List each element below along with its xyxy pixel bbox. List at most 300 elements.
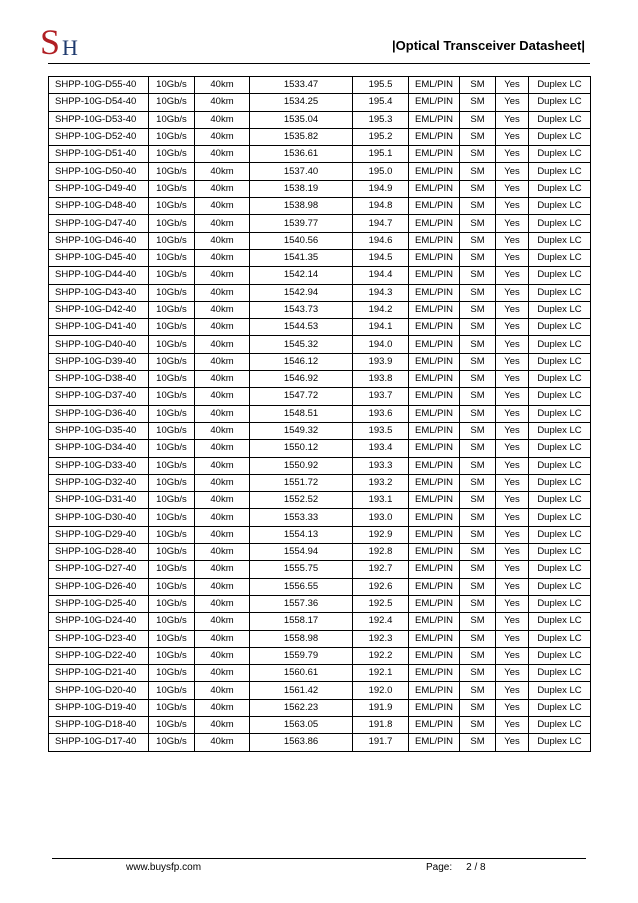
fiber-mode-cell: SM	[460, 716, 496, 733]
table-row	[49, 734, 591, 751]
distance-cell: 40km	[195, 319, 250, 336]
data-rate-cell: 10Gb/s	[149, 249, 195, 266]
connector-cell: Duplex LC	[529, 440, 591, 457]
data-rate-cell: 10Gb/s	[149, 77, 195, 94]
part-number-cell: SHPP-10G-D42-40	[49, 301, 149, 318]
data-rate-cell: 10Gb/s	[149, 734, 195, 751]
table-row	[49, 561, 591, 578]
connector-cell: Duplex LC	[529, 371, 591, 388]
distance-cell: 40km	[195, 336, 250, 353]
fiber-mode-cell: SM	[460, 526, 496, 543]
laser-detector-cell: EML/PIN	[409, 561, 460, 578]
part-number-cell: SHPP-10G-D37-40	[49, 388, 149, 405]
table-row	[49, 613, 591, 630]
distance-cell: 40km	[195, 716, 250, 733]
part-number-cell: SHPP-10G-D54-40	[49, 94, 149, 111]
frequency-cell: 193.3	[353, 457, 409, 474]
wavelength-cell: 1555.75	[250, 561, 353, 578]
dom-support-cell: Yes	[496, 77, 529, 94]
wavelength-cell: 1553.33	[250, 509, 353, 526]
table-row	[49, 578, 591, 595]
part-number-cell: SHPP-10G-D47-40	[49, 215, 149, 232]
wavelength-cell: 1563.05	[250, 716, 353, 733]
frequency-cell: 194.3	[353, 284, 409, 301]
laser-detector-cell: EML/PIN	[409, 595, 460, 612]
connector-cell: Duplex LC	[529, 146, 591, 163]
frequency-cell: 194.9	[353, 180, 409, 197]
laser-detector-cell: EML/PIN	[409, 319, 460, 336]
table-row	[49, 353, 591, 370]
footer-website-link[interactable]: www.buysfp.com	[126, 862, 202, 873]
fiber-mode-cell: SM	[460, 578, 496, 595]
fiber-mode-cell: SM	[460, 77, 496, 94]
distance-cell: 40km	[195, 163, 250, 180]
frequency-cell: 192.6	[353, 578, 409, 595]
fiber-mode-cell: SM	[460, 198, 496, 215]
dom-support-cell: Yes	[496, 699, 529, 716]
distance-cell: 40km	[195, 180, 250, 197]
wavelength-cell: 1543.73	[250, 301, 353, 318]
table-row	[49, 509, 591, 526]
table-row	[49, 699, 591, 716]
fiber-mode-cell: SM	[460, 509, 496, 526]
dom-support-cell: Yes	[496, 146, 529, 163]
fiber-mode-cell: SM	[460, 699, 496, 716]
wavelength-cell: 1537.40	[250, 163, 353, 180]
dom-support-cell: Yes	[496, 422, 529, 439]
laser-detector-cell: EML/PIN	[409, 249, 460, 266]
laser-detector-cell: EML/PIN	[409, 526, 460, 543]
transceiver-spec-table	[48, 76, 591, 752]
wavelength-cell: 1558.98	[250, 630, 353, 647]
header-divider	[48, 63, 590, 64]
distance-cell: 40km	[195, 492, 250, 509]
data-rate-cell: 10Gb/s	[149, 180, 195, 197]
dom-support-cell: Yes	[496, 682, 529, 699]
table-row	[49, 319, 591, 336]
laser-detector-cell: EML/PIN	[409, 336, 460, 353]
laser-detector-cell: EML/PIN	[409, 647, 460, 664]
fiber-mode-cell: SM	[460, 128, 496, 145]
dom-support-cell: Yes	[496, 630, 529, 647]
table-row	[49, 111, 591, 128]
connector-cell: Duplex LC	[529, 128, 591, 145]
wavelength-cell: 1545.32	[250, 336, 353, 353]
connector-cell: Duplex LC	[529, 336, 591, 353]
laser-detector-cell: EML/PIN	[409, 301, 460, 318]
table-row	[49, 284, 591, 301]
fiber-mode-cell: SM	[460, 267, 496, 284]
wavelength-cell: 1562.23	[250, 699, 353, 716]
table-row	[49, 630, 591, 647]
table-row	[49, 146, 591, 163]
wavelength-cell: 1552.52	[250, 492, 353, 509]
connector-cell: Duplex LC	[529, 388, 591, 405]
part-number-cell: SHPP-10G-D26-40	[49, 578, 149, 595]
laser-detector-cell: EML/PIN	[409, 232, 460, 249]
distance-cell: 40km	[195, 682, 250, 699]
data-rate-cell: 10Gb/s	[149, 267, 195, 284]
data-rate-cell: 10Gb/s	[149, 94, 195, 111]
fiber-mode-cell: SM	[460, 146, 496, 163]
connector-cell: Duplex LC	[529, 353, 591, 370]
fiber-mode-cell: SM	[460, 422, 496, 439]
frequency-cell: 191.7	[353, 734, 409, 751]
dom-support-cell: Yes	[496, 180, 529, 197]
dom-support-cell: Yes	[496, 474, 529, 491]
frequency-cell: 192.7	[353, 561, 409, 578]
table-row	[49, 682, 591, 699]
logo-h-letter: H	[62, 35, 79, 60]
frequency-cell: 192.5	[353, 595, 409, 612]
frequency-cell: 194.2	[353, 301, 409, 318]
frequency-cell: 195.0	[353, 163, 409, 180]
data-rate-cell: 10Gb/s	[149, 647, 195, 664]
wavelength-cell: 1538.19	[250, 180, 353, 197]
dom-support-cell: Yes	[496, 561, 529, 578]
frequency-cell: 195.3	[353, 111, 409, 128]
wavelength-cell: 1546.12	[250, 353, 353, 370]
table-row	[49, 422, 591, 439]
connector-cell: Duplex LC	[529, 595, 591, 612]
dom-support-cell: Yes	[496, 249, 529, 266]
distance-cell: 40km	[195, 146, 250, 163]
table-row	[49, 163, 591, 180]
dom-support-cell: Yes	[496, 128, 529, 145]
connector-cell: Duplex LC	[529, 630, 591, 647]
dom-support-cell: Yes	[496, 319, 529, 336]
connector-cell: Duplex LC	[529, 734, 591, 751]
part-number-cell: SHPP-10G-D33-40	[49, 457, 149, 474]
table-row	[49, 405, 591, 422]
frequency-cell: 192.2	[353, 647, 409, 664]
laser-detector-cell: EML/PIN	[409, 474, 460, 491]
wavelength-cell: 1557.36	[250, 595, 353, 612]
table-row	[49, 440, 591, 457]
distance-cell: 40km	[195, 353, 250, 370]
part-number-cell: SHPP-10G-D52-40	[49, 128, 149, 145]
connector-cell: Duplex LC	[529, 474, 591, 491]
wavelength-cell: 1561.42	[250, 682, 353, 699]
laser-detector-cell: EML/PIN	[409, 734, 460, 751]
wavelength-cell: 1534.25	[250, 94, 353, 111]
dom-support-cell: Yes	[496, 578, 529, 595]
connector-cell: Duplex LC	[529, 613, 591, 630]
frequency-cell: 194.4	[353, 267, 409, 284]
part-number-cell: SHPP-10G-D30-40	[49, 509, 149, 526]
data-rate-cell: 10Gb/s	[149, 699, 195, 716]
wavelength-cell: 1558.17	[250, 613, 353, 630]
data-rate-cell: 10Gb/s	[149, 422, 195, 439]
data-rate-cell: 10Gb/s	[149, 526, 195, 543]
data-rate-cell: 10Gb/s	[149, 215, 195, 232]
fiber-mode-cell: SM	[460, 180, 496, 197]
dom-support-cell: Yes	[496, 94, 529, 111]
laser-detector-cell: EML/PIN	[409, 111, 460, 128]
table-row	[49, 301, 591, 318]
wavelength-cell: 1536.61	[250, 146, 353, 163]
connector-cell: Duplex LC	[529, 94, 591, 111]
frequency-cell: 193.5	[353, 422, 409, 439]
company-logo	[40, 24, 120, 64]
wavelength-cell: 1541.35	[250, 249, 353, 266]
laser-detector-cell: EML/PIN	[409, 440, 460, 457]
fiber-mode-cell: SM	[460, 405, 496, 422]
frequency-cell: 194.6	[353, 232, 409, 249]
frequency-cell: 192.1	[353, 665, 409, 682]
fiber-mode-cell: SM	[460, 94, 496, 111]
fiber-mode-cell: SM	[460, 457, 496, 474]
fiber-mode-cell: SM	[460, 353, 496, 370]
fiber-mode-cell: SM	[460, 492, 496, 509]
dom-support-cell: Yes	[496, 284, 529, 301]
data-rate-cell: 10Gb/s	[149, 440, 195, 457]
fiber-mode-cell: SM	[460, 319, 496, 336]
dom-support-cell: Yes	[496, 665, 529, 682]
footer-divider	[52, 858, 586, 859]
frequency-cell: 194.0	[353, 336, 409, 353]
connector-cell: Duplex LC	[529, 249, 591, 266]
table-row	[49, 388, 591, 405]
wavelength-cell: 1563.86	[250, 734, 353, 751]
connector-cell: Duplex LC	[529, 180, 591, 197]
data-rate-cell: 10Gb/s	[149, 492, 195, 509]
connector-cell: Duplex LC	[529, 665, 591, 682]
table-row	[49, 267, 591, 284]
distance-cell: 40km	[195, 647, 250, 664]
table-row	[49, 77, 591, 94]
connector-cell: Duplex LC	[529, 215, 591, 232]
connector-cell: Duplex LC	[529, 699, 591, 716]
connector-cell: Duplex LC	[529, 544, 591, 561]
connector-cell: Duplex LC	[529, 111, 591, 128]
connector-cell: Duplex LC	[529, 422, 591, 439]
part-number-cell: SHPP-10G-D21-40	[49, 665, 149, 682]
distance-cell: 40km	[195, 128, 250, 145]
dom-support-cell: Yes	[496, 734, 529, 751]
connector-cell: Duplex LC	[529, 405, 591, 422]
fiber-mode-cell: SM	[460, 544, 496, 561]
distance-cell: 40km	[195, 388, 250, 405]
frequency-cell: 193.7	[353, 388, 409, 405]
table-row	[49, 595, 591, 612]
fiber-mode-cell: SM	[460, 371, 496, 388]
table-row	[49, 716, 591, 733]
part-number-cell: SHPP-10G-D41-40	[49, 319, 149, 336]
data-rate-cell: 10Gb/s	[149, 630, 195, 647]
distance-cell: 40km	[195, 284, 250, 301]
part-number-cell: SHPP-10G-D19-40	[49, 699, 149, 716]
laser-detector-cell: EML/PIN	[409, 198, 460, 215]
connector-cell: Duplex LC	[529, 284, 591, 301]
dom-support-cell: Yes	[496, 613, 529, 630]
laser-detector-cell: EML/PIN	[409, 163, 460, 180]
part-number-cell: SHPP-10G-D50-40	[49, 163, 149, 180]
frequency-cell: 193.8	[353, 371, 409, 388]
data-rate-cell: 10Gb/s	[149, 578, 195, 595]
laser-detector-cell: EML/PIN	[409, 699, 460, 716]
footer-page-indicator	[426, 862, 486, 873]
fiber-mode-cell: SM	[460, 284, 496, 301]
part-number-cell: SHPP-10G-D39-40	[49, 353, 149, 370]
connector-cell: Duplex LC	[529, 578, 591, 595]
fiber-mode-cell: SM	[460, 215, 496, 232]
frequency-cell: 193.1	[353, 492, 409, 509]
connector-cell: Duplex LC	[529, 509, 591, 526]
wavelength-cell: 1538.98	[250, 198, 353, 215]
laser-detector-cell: EML/PIN	[409, 284, 460, 301]
laser-detector-cell: EML/PIN	[409, 405, 460, 422]
wavelength-cell: 1559.79	[250, 647, 353, 664]
frequency-cell: 191.8	[353, 716, 409, 733]
table-row	[49, 94, 591, 111]
frequency-cell: 192.4	[353, 613, 409, 630]
table-row	[49, 249, 591, 266]
distance-cell: 40km	[195, 474, 250, 491]
distance-cell: 40km	[195, 509, 250, 526]
table-row	[49, 198, 591, 215]
laser-detector-cell: EML/PIN	[409, 128, 460, 145]
dom-support-cell: Yes	[496, 111, 529, 128]
fiber-mode-cell: SM	[460, 336, 496, 353]
dom-support-cell: Yes	[496, 198, 529, 215]
fiber-mode-cell: SM	[460, 682, 496, 699]
data-rate-cell: 10Gb/s	[149, 284, 195, 301]
wavelength-cell: 1535.04	[250, 111, 353, 128]
distance-cell: 40km	[195, 613, 250, 630]
distance-cell: 40km	[195, 630, 250, 647]
wavelength-cell: 1542.14	[250, 267, 353, 284]
logo-s-letter: S	[40, 22, 61, 62]
table-row	[49, 647, 591, 664]
frequency-cell: 195.1	[353, 146, 409, 163]
laser-detector-cell: EML/PIN	[409, 630, 460, 647]
frequency-cell: 193.4	[353, 440, 409, 457]
distance-cell: 40km	[195, 198, 250, 215]
dom-support-cell: Yes	[496, 440, 529, 457]
dom-support-cell: Yes	[496, 215, 529, 232]
data-rate-cell: 10Gb/s	[149, 353, 195, 370]
laser-detector-cell: EML/PIN	[409, 544, 460, 561]
wavelength-cell: 1554.13	[250, 526, 353, 543]
distance-cell: 40km	[195, 734, 250, 751]
wavelength-cell: 1533.47	[250, 77, 353, 94]
wavelength-cell: 1535.82	[250, 128, 353, 145]
distance-cell: 40km	[195, 422, 250, 439]
distance-cell: 40km	[195, 699, 250, 716]
distance-cell: 40km	[195, 544, 250, 561]
fiber-mode-cell: SM	[460, 630, 496, 647]
table-row	[49, 371, 591, 388]
data-rate-cell: 10Gb/s	[149, 319, 195, 336]
wavelength-cell: 1556.55	[250, 578, 353, 595]
connector-cell: Duplex LC	[529, 682, 591, 699]
distance-cell: 40km	[195, 457, 250, 474]
part-number-cell: SHPP-10G-D23-40	[49, 630, 149, 647]
page-label: Page:	[426, 862, 453, 873]
distance-cell: 40km	[195, 371, 250, 388]
data-rate-cell: 10Gb/s	[149, 128, 195, 145]
connector-cell: Duplex LC	[529, 163, 591, 180]
fiber-mode-cell: SM	[460, 163, 496, 180]
document-title: |Optical Transceiver Datasheet|	[392, 38, 585, 53]
frequency-cell: 192.3	[353, 630, 409, 647]
frequency-cell: 195.2	[353, 128, 409, 145]
part-number-cell: SHPP-10G-D25-40	[49, 595, 149, 612]
connector-cell: Duplex LC	[529, 561, 591, 578]
frequency-cell: 194.7	[353, 215, 409, 232]
fiber-mode-cell: SM	[460, 561, 496, 578]
laser-detector-cell: EML/PIN	[409, 509, 460, 526]
fiber-mode-cell: SM	[460, 647, 496, 664]
distance-cell: 40km	[195, 232, 250, 249]
laser-detector-cell: EML/PIN	[409, 388, 460, 405]
distance-cell: 40km	[195, 665, 250, 682]
data-rate-cell: 10Gb/s	[149, 509, 195, 526]
part-number-cell: SHPP-10G-D35-40	[49, 422, 149, 439]
wavelength-cell: 1550.12	[250, 440, 353, 457]
distance-cell: 40km	[195, 578, 250, 595]
connector-cell: Duplex LC	[529, 77, 591, 94]
frequency-cell: 195.4	[353, 94, 409, 111]
connector-cell: Duplex LC	[529, 232, 591, 249]
part-number-cell: SHPP-10G-D51-40	[49, 146, 149, 163]
dom-support-cell: Yes	[496, 526, 529, 543]
frequency-cell: 195.5	[353, 77, 409, 94]
frequency-cell: 192.8	[353, 544, 409, 561]
fiber-mode-cell: SM	[460, 111, 496, 128]
part-number-cell: SHPP-10G-D44-40	[49, 267, 149, 284]
dom-support-cell: Yes	[496, 336, 529, 353]
laser-detector-cell: EML/PIN	[409, 371, 460, 388]
data-rate-cell: 10Gb/s	[149, 405, 195, 422]
data-rate-cell: 10Gb/s	[149, 561, 195, 578]
data-rate-cell: 10Gb/s	[149, 146, 195, 163]
frequency-cell: 194.8	[353, 198, 409, 215]
distance-cell: 40km	[195, 249, 250, 266]
distance-cell: 40km	[195, 215, 250, 232]
fiber-mode-cell: SM	[460, 301, 496, 318]
wavelength-cell: 1540.56	[250, 232, 353, 249]
laser-detector-cell: EML/PIN	[409, 215, 460, 232]
fiber-mode-cell: SM	[460, 734, 496, 751]
wavelength-cell: 1551.72	[250, 474, 353, 491]
part-number-cell: SHPP-10G-D24-40	[49, 613, 149, 630]
data-rate-cell: 10Gb/s	[149, 595, 195, 612]
data-rate-cell: 10Gb/s	[149, 232, 195, 249]
data-rate-cell: 10Gb/s	[149, 198, 195, 215]
part-number-cell: SHPP-10G-D53-40	[49, 111, 149, 128]
distance-cell: 40km	[195, 561, 250, 578]
part-number-cell: SHPP-10G-D46-40	[49, 232, 149, 249]
part-number-cell: SHPP-10G-D20-40	[49, 682, 149, 699]
data-rate-cell: 10Gb/s	[149, 371, 195, 388]
connector-cell: Duplex LC	[529, 526, 591, 543]
data-rate-cell: 10Gb/s	[149, 665, 195, 682]
dom-support-cell: Yes	[496, 716, 529, 733]
frequency-cell: 193.6	[353, 405, 409, 422]
table-row	[49, 457, 591, 474]
part-number-cell: SHPP-10G-D49-40	[49, 180, 149, 197]
dom-support-cell: Yes	[496, 163, 529, 180]
wavelength-cell: 1548.51	[250, 405, 353, 422]
connector-cell: Duplex LC	[529, 267, 591, 284]
wavelength-cell: 1560.61	[250, 665, 353, 682]
data-rate-cell: 10Gb/s	[149, 457, 195, 474]
part-number-cell: SHPP-10G-D18-40	[49, 716, 149, 733]
connector-cell: Duplex LC	[529, 319, 591, 336]
laser-detector-cell: EML/PIN	[409, 682, 460, 699]
